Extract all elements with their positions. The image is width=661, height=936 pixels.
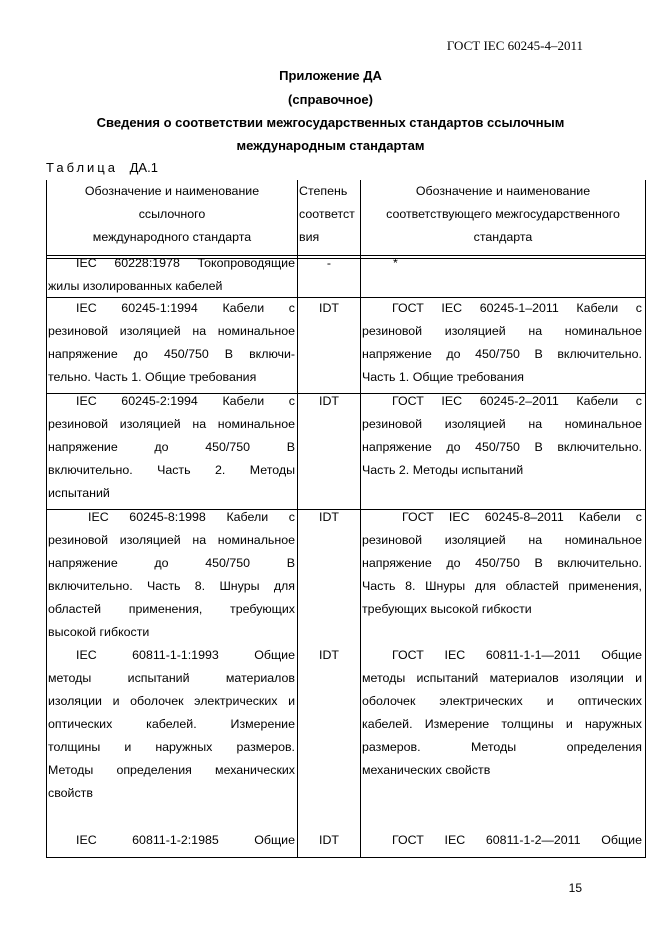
gost-standard-line: ГОСТ IEC 60245-2–2011 Кабели с	[392, 394, 642, 408]
intl-standard-line: методы испытаний материалов	[48, 671, 295, 685]
gost-cell	[362, 829, 642, 852]
gost-standard-line: размеров. Методы определения	[362, 740, 642, 754]
column-header-degree	[299, 180, 359, 249]
table-border-right	[645, 180, 646, 858]
table-border-left	[46, 180, 47, 858]
gost-cell	[362, 297, 642, 389]
intl-standard-line: толщины и наружных размеров.	[48, 740, 295, 754]
column-header-international-line: международного стандарта	[92, 230, 252, 244]
intl-standard-line: областей применения, требующих	[48, 602, 295, 616]
gost-standard-line: Часть 2. Методы испытаний	[362, 463, 524, 477]
intl-standard-line: IEC 60228:1978 Токопроводящие	[76, 256, 295, 270]
table-row	[48, 390, 295, 505]
gost-standard-line: оболочек электрических и оптических	[362, 694, 642, 708]
gost-standard-line: напряжение до 450/750 В включительно.	[362, 347, 642, 361]
intl-standard-line: IEC 60811-1-1:1993 Общие	[76, 648, 295, 662]
intl-standard-line: напряжение до 450/750 В	[48, 440, 295, 454]
gost-standard-line: кабелей. Измерение толщины и наружных	[362, 717, 642, 731]
table-caption	[46, 160, 158, 175]
intl-standard-line: изоляции и оболочек электрических и	[48, 694, 295, 708]
degree-cell: IDT	[319, 301, 339, 315]
column-header-interstate-line: соответствующего межгосударственного	[386, 207, 620, 221]
gost-standard-line: ГОСТ IEC 60811-1-2—2011 Общие	[392, 833, 642, 847]
gost-standard-line: ГОСТ IEC 60811-1-1—2011 Общие	[392, 648, 642, 662]
gost-cell: *	[393, 256, 398, 270]
column-header-interstate	[364, 180, 642, 249]
table-row	[48, 829, 295, 852]
intl-standard-line: напряжение до 450/750 В	[48, 556, 295, 570]
intl-standard-line: жилы изолированных кабелей	[48, 279, 223, 293]
degree-cell: IDT	[319, 648, 339, 662]
gost-standard-line: ГОСТ IEC 60245-1–2011 Кабели с	[392, 301, 642, 315]
table-row	[48, 506, 295, 805]
intl-standard-line: резиновой изоляцией на номинальное	[48, 417, 295, 431]
column-header-degree-line: вия	[299, 230, 320, 244]
column-header-interstate-line: Обозначение и наименование	[415, 184, 591, 198]
gost-standard-line: методы испытаний материалов изоляции и	[362, 671, 642, 685]
gost-standard-line: Часть 1. Общие требования	[362, 370, 524, 384]
gost-standard-line: механических свойств	[362, 763, 491, 777]
table-column-divider-2	[360, 180, 361, 858]
intl-standard-line: испытаний	[48, 486, 110, 500]
table-caption-prefix: Таблица	[46, 160, 118, 175]
appendix-title: Приложение ДА	[279, 68, 382, 83]
degree-cell: IDT	[319, 833, 339, 847]
column-header-international-line: Обозначение и наименование ссылочного	[84, 184, 260, 221]
degree-cell: IDT	[319, 394, 339, 408]
intl-standard-line: IEC 60245-1:1994 Кабели с	[76, 301, 295, 315]
intl-standard-line: включительно. Часть 8. Шнуры для	[48, 579, 295, 593]
column-header-degree-line: Степень	[299, 184, 348, 198]
gost-standard-line: напряжение до 450/750 В включительно.	[362, 440, 642, 454]
degree-cell: IDT	[319, 510, 339, 524]
degree-cell: -	[326, 256, 332, 270]
appendix-heading-line-1: Сведения о соответствии межгосударственных стандартов ссылочным	[96, 115, 565, 130]
appendix-heading-line-2: международным стандартам	[236, 138, 425, 153]
gost-standard-line: резиновой изоляцией на номинальное	[362, 533, 642, 547]
gost-standard-line: напряжение до 450/750 В включительно.	[362, 556, 642, 570]
table-row	[48, 297, 295, 389]
column-header-international	[50, 180, 294, 249]
table-column-divider-1	[297, 180, 298, 858]
appendix-subtitle: (справочное)	[288, 92, 373, 107]
column-header-degree-line: соответст	[299, 207, 355, 221]
gost-standard-line: требующих высокой гибкости	[362, 602, 532, 616]
document-id: ГОСТ IEC 60245-4–2011	[446, 38, 583, 53]
intl-standard-line: тельно. Часть 1. Общие требования	[48, 370, 257, 384]
gost-cell	[362, 506, 642, 782]
standards-table	[46, 180, 646, 858]
intl-standard-line: резиновой изоляцией на номинальное	[48, 324, 295, 338]
table-row	[48, 252, 295, 298]
gost-standard-line: резиновой изоляцией на номинальное	[362, 417, 642, 431]
table-border-bottom	[46, 857, 646, 858]
gost-spacer	[362, 621, 642, 644]
intl-standard-line: Методы определения механических	[48, 763, 295, 777]
intl-standard-line: IEC 60811-1-2:1985 Общие	[76, 833, 295, 847]
intl-standard-line: высокой гибкости	[48, 625, 150, 639]
page-number: 15	[568, 881, 582, 895]
gost-standard-line: ГОСТ IEC 60245-8–2011 Кабели с	[402, 510, 642, 524]
intl-standard-line: резиновой изоляцией на номинальное	[48, 533, 295, 547]
intl-standard-line: IEC 60245-2:1994 Кабели с	[76, 394, 295, 408]
gost-standard-line: Часть 8. Шнуры для областей применения,	[362, 579, 642, 593]
intl-standard-line: напряжение до 450/750 В включи-	[48, 347, 295, 361]
table-caption-number: ДА.1	[129, 160, 158, 175]
intl-standard-line: IEC 60245-8:1998 Кабели с	[88, 510, 295, 524]
intl-standard-line: включительно. Часть 2. Методы	[48, 463, 295, 477]
column-header-interstate-line: стандарта	[473, 230, 533, 244]
intl-standard-line: оптических кабелей. Измерение	[48, 717, 295, 731]
gost-standard-line: резиновой изоляцией на номинальное	[362, 324, 642, 338]
gost-cell	[362, 390, 642, 482]
intl-standard-line: свойств	[48, 786, 93, 800]
